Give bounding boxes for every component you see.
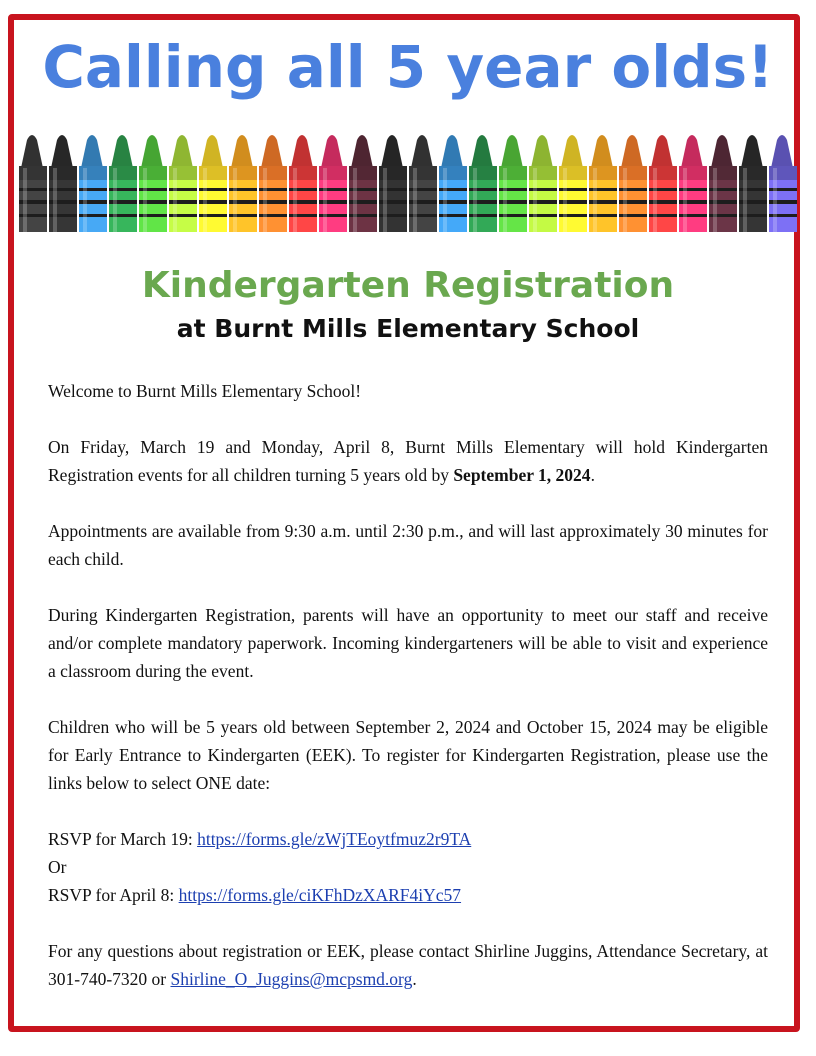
rsvp-april (48, 881, 768, 909)
crayon (259, 135, 287, 232)
crayon (709, 135, 737, 232)
crayon (679, 135, 707, 232)
crayon-tip (471, 135, 493, 168)
crayon-tip (741, 135, 763, 168)
rsvp-march-link[interactable]: https://forms.gle/zWjTEoytfmuz2r9TA (197, 829, 472, 849)
crayon-tip (681, 135, 703, 168)
crayon (469, 135, 497, 232)
crayon (499, 135, 527, 232)
crayon-highlight (713, 168, 717, 232)
crayon-highlight (683, 168, 687, 232)
crayon-tip (261, 135, 283, 168)
crayon-highlight (503, 168, 507, 232)
crayon-tip (621, 135, 643, 168)
crayon (319, 135, 347, 232)
dates-paragraph (48, 433, 768, 489)
crayon-highlight (293, 168, 297, 232)
crayon-tip (501, 135, 523, 168)
crayon (49, 135, 77, 232)
crayon-tip (231, 135, 253, 168)
crayon-tip (651, 135, 673, 168)
rsvp-april-label: RSVP for April 8: (48, 885, 179, 905)
crayon-tip (711, 135, 733, 168)
crayon-highlight (143, 168, 147, 232)
crayon-tip (381, 135, 403, 168)
page-subtitle: at Burnt Mills Elementary School (176, 314, 640, 343)
crayon (139, 135, 167, 232)
contact-text: For any questions about registration or EEK, please contact Shirline Juggins, Attendance Secretary, at 301-740-7320 or (48, 941, 768, 989)
crayon-highlight (23, 168, 27, 232)
crayon-highlight (383, 168, 387, 232)
crayon-highlight (113, 168, 117, 232)
crayon-tip (21, 135, 43, 168)
crayon-tip (81, 135, 103, 168)
crayon (529, 135, 557, 232)
during-paragraph: During Kindergarten Registration, parents will have an opportunity to meet our staff and receive and/or complete mandatory paperwork. Incoming kindergarteners will be able to visit and experience a classroom during the event. (48, 605, 768, 681)
crayon-highlight (413, 168, 417, 232)
crayon-highlight (443, 168, 447, 232)
rsvp-march (48, 825, 768, 853)
letter-body (48, 377, 768, 1021)
crayon-tip (531, 135, 553, 168)
crayon (79, 135, 107, 232)
crayon-highlight (533, 168, 537, 232)
contact-end: . (412, 969, 417, 989)
headline: Calling all 5 year olds! (42, 33, 774, 101)
crayon-highlight (773, 168, 777, 232)
crayon-tip (291, 135, 313, 168)
crayon (289, 135, 317, 232)
crayon (559, 135, 587, 232)
crayon (349, 135, 377, 232)
crayon-tip (561, 135, 583, 168)
crayon (379, 135, 407, 232)
crayon-highlight (653, 168, 657, 232)
crayon-tip (111, 135, 133, 168)
crayon-tip (591, 135, 613, 168)
crayon (409, 135, 437, 232)
crayon (199, 135, 227, 232)
rsvp-march-label: RSVP for March 19: (48, 829, 198, 849)
crayon-highlight (353, 168, 357, 232)
crayon-tip (321, 135, 343, 168)
crayon (109, 135, 137, 232)
crayon-banner-art (19, 128, 797, 232)
crayon-tip (411, 135, 433, 168)
crayon (229, 135, 257, 232)
crayon-highlight (743, 168, 747, 232)
crayon-highlight (173, 168, 177, 232)
crayon-highlight (233, 168, 237, 232)
crayon-tip (141, 135, 163, 168)
crayon-highlight (623, 168, 627, 232)
crayon (649, 135, 677, 232)
crayon (769, 135, 797, 232)
crayon-tip (171, 135, 193, 168)
crayon-tip (441, 135, 463, 168)
dates-end: . (590, 465, 595, 485)
crayon (169, 135, 197, 232)
crayon-tip (351, 135, 373, 168)
crayon-tip (51, 135, 73, 168)
rsvp-or: Or (48, 857, 67, 877)
crayon (19, 135, 47, 232)
crayon-highlight (53, 168, 57, 232)
crayon-highlight (83, 168, 87, 232)
welcome-paragraph: Welcome to Burnt Mills Elementary School! (48, 381, 362, 401)
contact-email-link[interactable]: Shirline_O_Juggins@mcpsmd.org (170, 969, 413, 989)
crayon-tip (771, 135, 793, 168)
appointments-paragraph: Appointments are available from 9:30 a.m. until 2:30 p.m., and will last approximately 30 minutes for each child. (48, 521, 768, 569)
crayon (619, 135, 647, 232)
crayon-highlight (473, 168, 477, 232)
eek-paragraph: Children who will be 5 years old between September 2, 2024 and October 15, 2024 may be eligible for Early Entrance to Kindergarten (EEK). To register for Kindergarten Registration, please use the links below to select ONE date: (48, 717, 768, 793)
crayon (589, 135, 617, 232)
crayon-banner (19, 128, 797, 232)
crayon-highlight (593, 168, 597, 232)
page-title: Kindergarten Registration (141, 265, 675, 306)
crayon-highlight (203, 168, 207, 232)
crayon-highlight (563, 168, 567, 232)
crayon-highlight (323, 168, 327, 232)
dates-text: On Friday, March 19 and Monday, April 8, Burnt Mills Elementary will hold Kindergarten Registration events for all children turning 5 years old by (48, 437, 768, 485)
crayon (739, 135, 767, 232)
cutoff-date: September 1, 2024 (453, 465, 591, 485)
contact-paragraph (48, 937, 768, 993)
crayon-tip (201, 135, 223, 168)
crayon-highlight (263, 168, 267, 232)
rsvp-april-link[interactable]: https://forms.gle/ciKFhDzXARF4iYc57 (178, 885, 462, 905)
crayon (439, 135, 467, 232)
